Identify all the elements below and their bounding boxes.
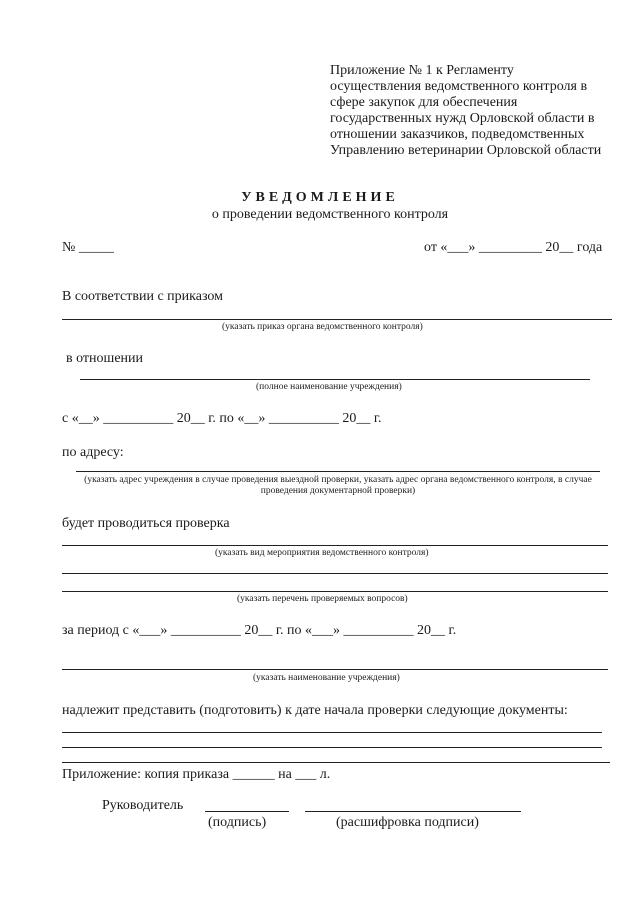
documents-line-1 (62, 732, 602, 733)
address-note: (указать адрес учреждения в случае проведения выездной проверки, указать адрес органа ведомственного контроля, в случае проведения документарной проверки) (84, 475, 592, 496)
header-line-3: сфере закупок для обеспечения (330, 95, 518, 110)
address-fill-line (76, 471, 600, 472)
review-period: за период с «___» __________ 20__ г. по «___» __________ 20__ г. (62, 623, 457, 638)
header-line-4: государственных нужд Орловской области в (330, 111, 595, 126)
signature-decode-label: (расшифровка подписи) (336, 815, 479, 830)
document-number: № _____ (62, 240, 114, 255)
documents-line-2 (62, 747, 602, 748)
header-line-2: осуществления ведомственного контроля в (330, 79, 588, 94)
signature-decode-line (305, 811, 521, 812)
attachment-line: Приложение: копия приказа ______ на ___ л. (62, 767, 331, 782)
institution-note: (указать наименование учреждения) (253, 673, 400, 683)
check-questions-line-2 (62, 591, 608, 592)
document-date: от «___» _________ 20__ года (424, 240, 603, 255)
check-questions-line-1 (62, 573, 608, 574)
check-questions-note: (указать перечень проверяемых вопросов) (237, 594, 408, 604)
documents-instruction: надлежит представить (подготовить) к дате начала проверки следующие документы: (62, 703, 568, 718)
order-fill-line (62, 319, 612, 320)
regarding-fill-line (80, 379, 590, 380)
inspection-period: с «__» __________ 20__ г. по «__» __________ 20__ г. (62, 411, 382, 426)
header-line-6: Управлению ветеринарии Орловской области (330, 143, 602, 158)
check-label: будет проводиться проверка (62, 516, 230, 531)
check-type-line (62, 545, 608, 546)
header-line-1: Приложение № 1 к Регламенту (330, 63, 514, 78)
documents-line-3 (62, 762, 610, 763)
header-line-5: отношении заказчиков, подведомственных (330, 127, 585, 142)
signatory-position: Руководитель (102, 798, 184, 813)
regarding-note: (полное наименование учреждения) (256, 382, 402, 392)
signature-line (205, 811, 289, 812)
order-note: (указать приказ органа ведомственного контроля) (222, 322, 423, 332)
appendix-header (330, 63, 601, 159)
order-label: В соответствии с приказом (62, 289, 223, 304)
institution-fill-line (62, 669, 608, 670)
signature-label: (подпись) (208, 815, 267, 830)
document-title: УВЕДОМЛЕНИЕ (241, 190, 399, 205)
regarding-label: в отношении (66, 351, 144, 366)
document-subtitle: о проведении ведомственного контроля (211, 207, 449, 222)
check-type-note: (указать вид мероприятия ведомственного контроля) (215, 548, 429, 558)
address-label: по адресу: (62, 445, 124, 460)
